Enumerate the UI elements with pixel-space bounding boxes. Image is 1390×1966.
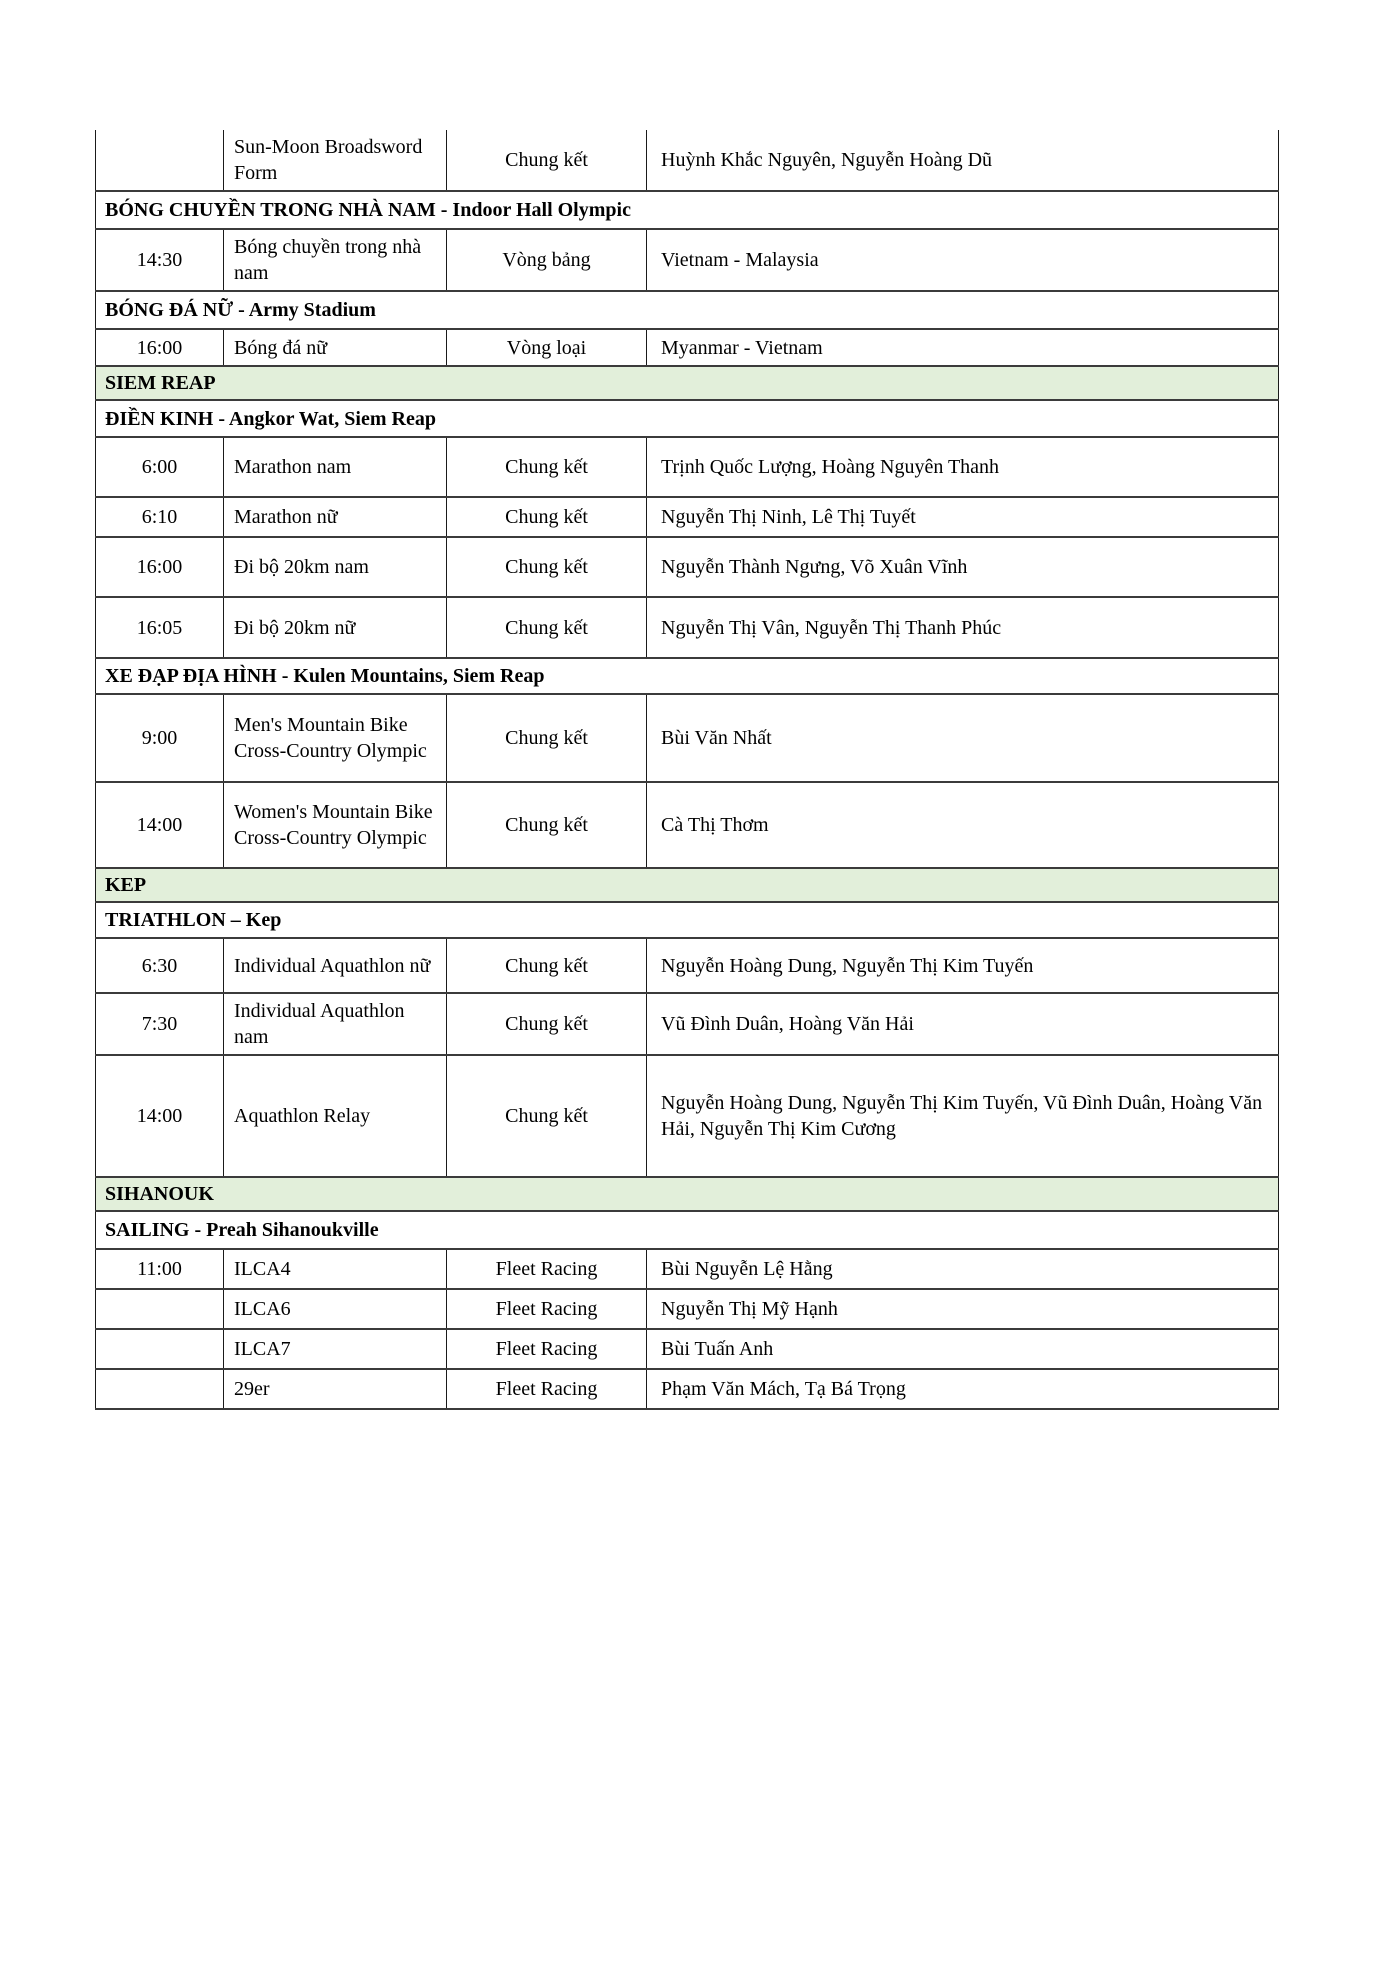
- participants-cell: Bùi Văn Nhất: [647, 694, 1279, 782]
- time-cell: 16:05: [96, 597, 224, 658]
- schedule-row: [96, 329, 1279, 366]
- sport-header-cell: TRIATHLON – Kep: [96, 902, 1279, 938]
- city-header-cell: KEP: [96, 868, 1279, 902]
- time-cell: [96, 1369, 224, 1409]
- time-cell: 11:00: [96, 1249, 224, 1289]
- time-cell: [96, 1289, 224, 1329]
- event-cell: Individual Aquathlon nữ: [224, 938, 447, 993]
- schedule-row: [96, 993, 1279, 1055]
- participants-cell: Nguyễn Hoàng Dung, Nguyễn Thị Kim Tuyến, Vũ Đình Duân, Hoàng Văn Hải, Nguyễn Thị Kim Cương: [647, 1055, 1279, 1177]
- round-cell: Chung kết: [447, 1055, 647, 1177]
- time-cell: [96, 130, 224, 191]
- event-cell: ILCA7: [224, 1329, 447, 1369]
- time-cell: 6:00: [96, 437, 224, 497]
- city-header-cell: SIEM REAP: [96, 366, 1279, 400]
- time-cell: 16:00: [96, 329, 224, 366]
- sport-header-row: [96, 658, 1279, 694]
- round-cell: Fleet Racing: [447, 1329, 647, 1369]
- participants-cell: Vietnam - Malaysia: [647, 229, 1279, 291]
- sport-header-row: [96, 1211, 1279, 1249]
- schedule-row: [96, 694, 1279, 782]
- time-cell: 6:30: [96, 938, 224, 993]
- sport-header-row: [96, 191, 1279, 229]
- participants-cell: Nguyễn Hoàng Dung, Nguyễn Thị Kim Tuyến: [647, 938, 1279, 993]
- participants-cell: Cà Thị Thơm: [647, 782, 1279, 868]
- event-cell: Marathon nữ: [224, 497, 447, 537]
- sport-header-cell: ĐIỀN KINH - Angkor Wat, Siem Reap: [96, 400, 1279, 437]
- sport-header-cell: BÓNG CHUYỀN TRONG NHÀ NAM - Indoor Hall Olympic: [96, 191, 1279, 229]
- schedule-row: [96, 1249, 1279, 1289]
- schedule-row: [96, 597, 1279, 658]
- participants-cell: Bùi Nguyễn Lệ Hằng: [647, 1249, 1279, 1289]
- round-cell: Fleet Racing: [447, 1249, 647, 1289]
- event-cell: ILCA6: [224, 1289, 447, 1329]
- sport-header-row: [96, 902, 1279, 938]
- event-cell: ILCA4: [224, 1249, 447, 1289]
- time-cell: 7:30: [96, 993, 224, 1055]
- event-cell: Đi bộ 20km nam: [224, 537, 447, 597]
- schedule-row: [96, 938, 1279, 993]
- time-cell: 14:00: [96, 782, 224, 868]
- time-cell: 6:10: [96, 497, 224, 537]
- event-cell: Bóng chuyền trong nhà nam: [224, 229, 447, 291]
- time-cell: [96, 1329, 224, 1369]
- participants-cell: Nguyễn Thành Ngưng, Võ Xuân Vĩnh: [647, 537, 1279, 597]
- round-cell: Chung kết: [447, 993, 647, 1055]
- schedule-row: [96, 497, 1279, 537]
- sport-header-cell: SAILING - Preah Sihanoukville: [96, 1211, 1279, 1249]
- participants-cell: Huỳnh Khắc Nguyên, Nguyễn Hoàng Dũ: [647, 130, 1279, 191]
- sport-header-cell: BÓNG ĐÁ NỮ - Army Stadium: [96, 291, 1279, 329]
- event-cell: Đi bộ 20km nữ: [224, 597, 447, 658]
- time-cell: 14:30: [96, 229, 224, 291]
- round-cell: Chung kết: [447, 437, 647, 497]
- round-cell: Chung kết: [447, 130, 647, 191]
- sport-header-row: [96, 400, 1279, 437]
- participants-cell: Phạm Văn Mách, Tạ Bá Trọng: [647, 1369, 1279, 1409]
- schedule-table: [95, 130, 1279, 1410]
- city-header-cell: SIHANOUK: [96, 1177, 1279, 1211]
- schedule-row: [96, 1369, 1279, 1409]
- participants-cell: Trịnh Quốc Lượng, Hoàng Nguyên Thanh: [647, 437, 1279, 497]
- event-cell: Individual Aquathlon nam: [224, 993, 447, 1055]
- event-cell: Bóng đá nữ: [224, 329, 447, 366]
- participants-cell: Myanmar - Vietnam: [647, 329, 1279, 366]
- schedule-table-body: [96, 130, 1279, 1409]
- participants-cell: Nguyễn Thị Vân, Nguyễn Thị Thanh Phúc: [647, 597, 1279, 658]
- time-cell: 14:00: [96, 1055, 224, 1177]
- city-header-row: [96, 868, 1279, 902]
- round-cell: Vòng loại: [447, 329, 647, 366]
- round-cell: Chung kết: [447, 782, 647, 868]
- round-cell: Chung kết: [447, 497, 647, 537]
- schedule-row: [96, 1055, 1279, 1177]
- event-cell: Aquathlon Relay: [224, 1055, 447, 1177]
- schedule-row: [96, 782, 1279, 868]
- participants-cell: Vũ Đình Duân, Hoàng Văn Hải: [647, 993, 1279, 1055]
- round-cell: Chung kết: [447, 938, 647, 993]
- round-cell: Fleet Racing: [447, 1289, 647, 1329]
- city-header-row: [96, 1177, 1279, 1211]
- sport-header-row: [96, 291, 1279, 329]
- schedule-row: [96, 437, 1279, 497]
- participants-cell: Bùi Tuấn Anh: [647, 1329, 1279, 1369]
- time-cell: 9:00: [96, 694, 224, 782]
- schedule-row: [96, 1329, 1279, 1369]
- schedule-row: [96, 537, 1279, 597]
- event-cell: Women's Mountain Bike Cross-Country Olympic: [224, 782, 447, 868]
- event-cell: 29er: [224, 1369, 447, 1409]
- time-cell: 16:00: [96, 537, 224, 597]
- schedule-row: [96, 130, 1279, 191]
- participants-cell: Nguyễn Thị Ninh, Lê Thị Tuyết: [647, 497, 1279, 537]
- sport-header-cell: XE ĐẠP ĐỊA HÌNH - Kulen Mountains, Siem Reap: [96, 658, 1279, 694]
- city-header-row: [96, 366, 1279, 400]
- round-cell: Chung kết: [447, 694, 647, 782]
- round-cell: Vòng bảng: [447, 229, 647, 291]
- round-cell: Fleet Racing: [447, 1369, 647, 1409]
- schedule-row: [96, 1289, 1279, 1329]
- round-cell: Chung kết: [447, 597, 647, 658]
- event-cell: Men's Mountain Bike Cross-Country Olympic: [224, 694, 447, 782]
- event-cell: Sun-Moon Broadsword Form: [224, 130, 447, 191]
- round-cell: Chung kết: [447, 537, 647, 597]
- participants-cell: Nguyễn Thị Mỹ Hạnh: [647, 1289, 1279, 1329]
- schedule-row: [96, 229, 1279, 291]
- event-cell: Marathon nam: [224, 437, 447, 497]
